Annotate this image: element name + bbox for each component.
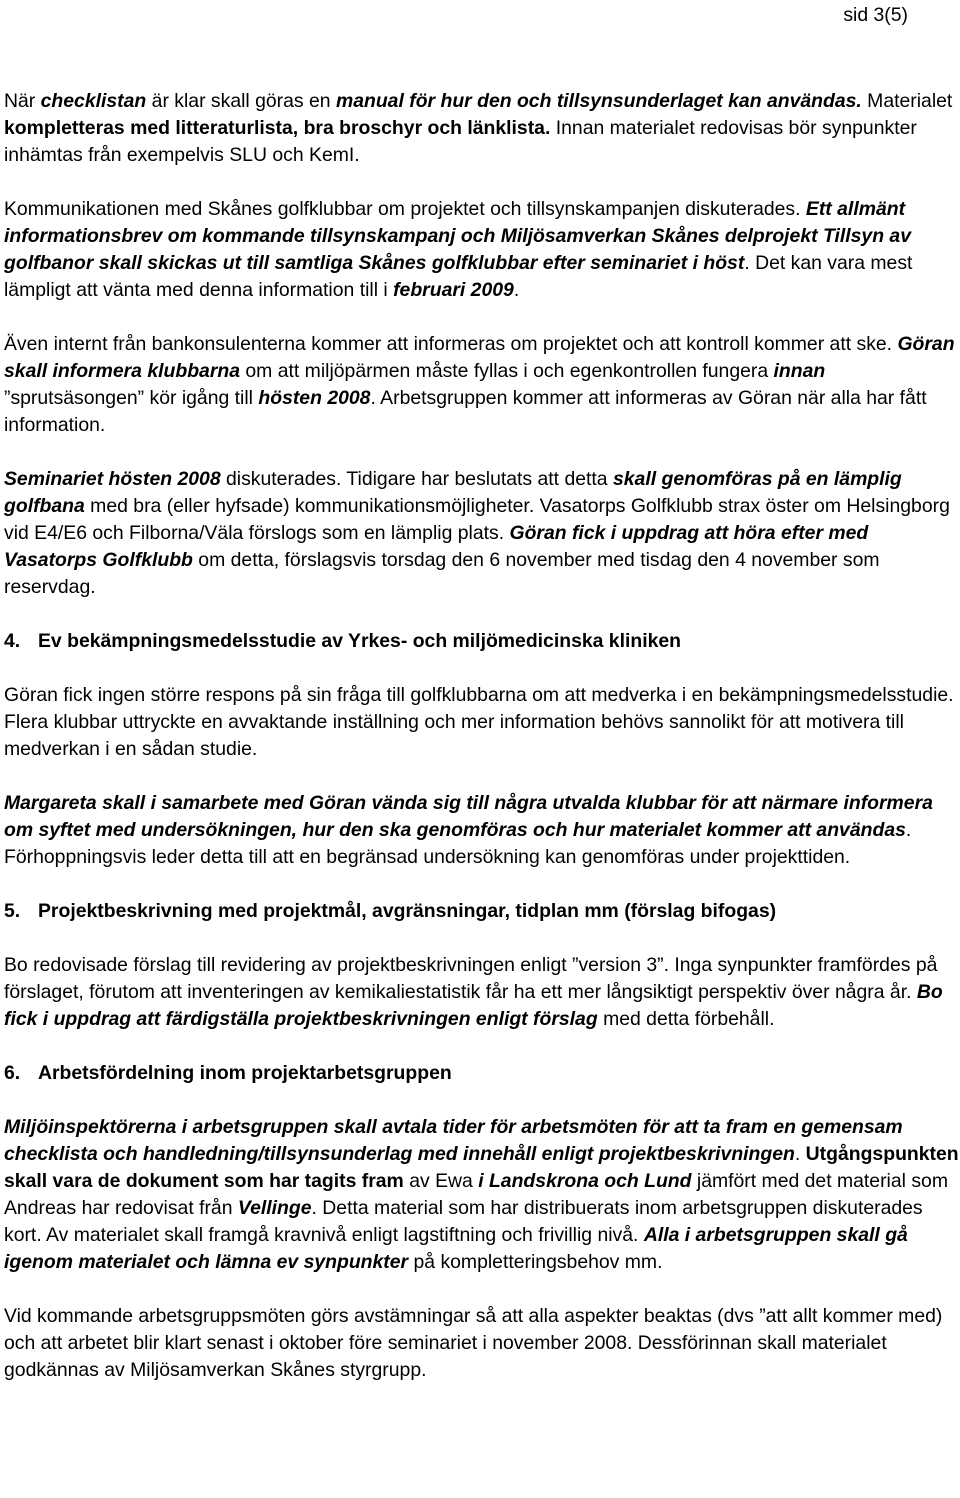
emphasized-text: Bo fick i uppdrag att färdigställa projektbeskrivningen enligt förslag [4, 981, 943, 1030]
emphasized-text: Seminariet hösten 2008 [4, 468, 221, 490]
section-number: 4. [4, 630, 21, 652]
text-run: . Detta material som har distribuerats inom arbetsgruppen diskuterades kort. Av materialet skall framgå kravnivå enligt lagstiftning och frivillig nivå. [4, 1197, 923, 1246]
text-run: . Det kan vara mest lämpligt att vänta med denna information till i [4, 252, 913, 301]
text-run: Bo redovisade förslag till revidering av projektbeskrivningen enligt ”version 3”. Inga synpunkter framfördes på förslaget, förutom att inventeringen av kemikaliestatistik får ha ett mer långsiktigt perspektiv över några år. [4, 954, 938, 1003]
section-5-heading [4, 898, 959, 925]
text-run: Kommunikationen med Skånes golfklubbar om projektet och tillsynskampanjen diskuterades. [4, 198, 806, 220]
text-run: När [4, 90, 41, 112]
emphasized-text: checklistan [40, 90, 147, 112]
section-4-heading [4, 628, 959, 655]
emphasized-text: hösten 2008 [258, 387, 371, 409]
seminar-paragraph [4, 466, 959, 601]
communication-paragraph [4, 196, 959, 304]
text-run: . Förhoppningsvis leder detta till att en begränsad undersökning kan genomföras under projekttiden. [4, 819, 912, 868]
text-run: om att miljöpärmen måste fyllas i och egenkontrollen fungera [240, 360, 774, 382]
work-distribution-paragraph [4, 1114, 959, 1276]
emphasized-text: kompletteras med litteraturlista, bra broschyr och länklista. [4, 117, 551, 139]
text-run: . Arbetsgruppen kommer att informeras av Göran när alla har fått information. [4, 387, 927, 436]
section-6-heading [4, 1060, 959, 1087]
text-run: Materialet [861, 90, 953, 112]
emphasized-text: Ett allmänt informationsbrev om kommande tillsynskampanj och Miljösamverkan Skånes delprojekt Tillsyn av golfbanor skall skickas ut till samtliga Skånes golfklubbar efter seminariet i höst [4, 198, 911, 274]
study-paragraph [4, 682, 959, 763]
emphasized-text: Utgångspunkten skall vara de dokument som har tagits fram [4, 1143, 959, 1192]
text-run: Göran fick ingen större respons på sin fråga till golfklubbarna om att medverka i en bekämpningsmedelsstudie. Flera klubbar uttryckte en avvaktande inställning och mer information behövs sannolikt för att motivera till medverkan i en sådan studie. [4, 684, 954, 760]
margareta-paragraph [4, 790, 959, 871]
document-body [4, 88, 959, 1384]
emphasized-text: Alla i arbetsgruppen skall gå igenom materialet och lämna ev synpunkter [4, 1224, 908, 1273]
section-number: 5. [4, 900, 21, 922]
text-run: . [513, 279, 520, 301]
page-number: sid 3(5) [843, 4, 908, 26]
text-run: ”sprutsäsongen” kör igång till [4, 387, 259, 409]
section-title: Ev bekämpningsmedelsstudie av Yrkes- och miljömedicinska kliniken [38, 630, 682, 652]
text-run: med detta förbehåll. [597, 1008, 775, 1030]
emphasized-text: i Landskrona och Lund [478, 1170, 692, 1192]
text-run: jämfört med det material som Andreas har redovisat från [4, 1170, 948, 1219]
emphasized-text: Margareta skall i samarbete med Göran vända sig till några utvalda klubbar för att närmare informera om syftet med undersökningen, hur den ska genomföras och hur materialet kommer att användas [4, 792, 933, 841]
text-run: diskuterades. Tidigare har beslutats att detta [220, 468, 613, 490]
text-run: . [794, 1143, 806, 1165]
emphasized-text: Vellinge [237, 1197, 312, 1219]
emphasized-text: februari 2009 [393, 279, 514, 301]
text-run: av Ewa [403, 1170, 479, 1192]
project-description-paragraph [4, 952, 959, 1033]
text-run: är klar skall göras en [146, 90, 336, 112]
reconciliation-paragraph [4, 1303, 959, 1384]
bank-consultants-paragraph [4, 331, 959, 439]
emphasized-text: manual för hur den och tillsynsunderlaget kan användas. [335, 90, 862, 112]
text-run: Vid kommande arbetsgruppsmöten görs avstämningar så att alla aspekter beaktas (dvs ”att allt kommer med) och att arbetet blir klart senast i oktober före seminariet i november 2008. Dessförinnan skall materialet godkännas av Miljösamverkan Skånes styrgrupp. [4, 1305, 943, 1381]
text-run: Även internt från bankonsulenterna kommer att informeras om projektet och att kontroll kommer att ske. [4, 333, 898, 355]
text-run: på kompletteringsbehov mm. [408, 1251, 663, 1273]
section-title: Arbetsfördelning inom projektarbetsgruppen [38, 1062, 452, 1084]
section-title: Projektbeskrivning med projektmål, avgränsningar, tidplan mm (förslag bifogas) [38, 900, 777, 922]
emphasized-text: skall genomföras på en lämplig golfbana [4, 468, 902, 517]
text-run: Innan materialet redovisas bör synpunkter inhämtas från exempelvis SLU och KemI. [4, 117, 917, 166]
emphasized-text: Göran skall informera klubbarna [4, 333, 955, 382]
emphasized-text: Miljöinspektörerna i arbetsgruppen skall avtala tider för arbetsmöten för att ta fram en gemensam checklista och handledning/tillsynsunderlag med innehåll enligt projektbeskrivningen [4, 1116, 903, 1165]
text-run: om detta, förslagsvis torsdag den 6 november med tisdag den 4 november som reservdag. [4, 549, 880, 598]
text-run: med bra (eller hyfsade) kommunikationsmöjligheter. Vasatorps Golfklubb strax öster om Helsingborg vid E4/E6 och Filborna/Väla förslogs som en lämplig plats. [4, 495, 950, 544]
checklist-paragraph [4, 88, 959, 169]
emphasized-text: innan [773, 360, 826, 382]
section-number: 6. [4, 1062, 21, 1084]
emphasized-text: Göran fick i uppdrag att höra efter med Vasatorps Golfklubb [4, 522, 869, 571]
